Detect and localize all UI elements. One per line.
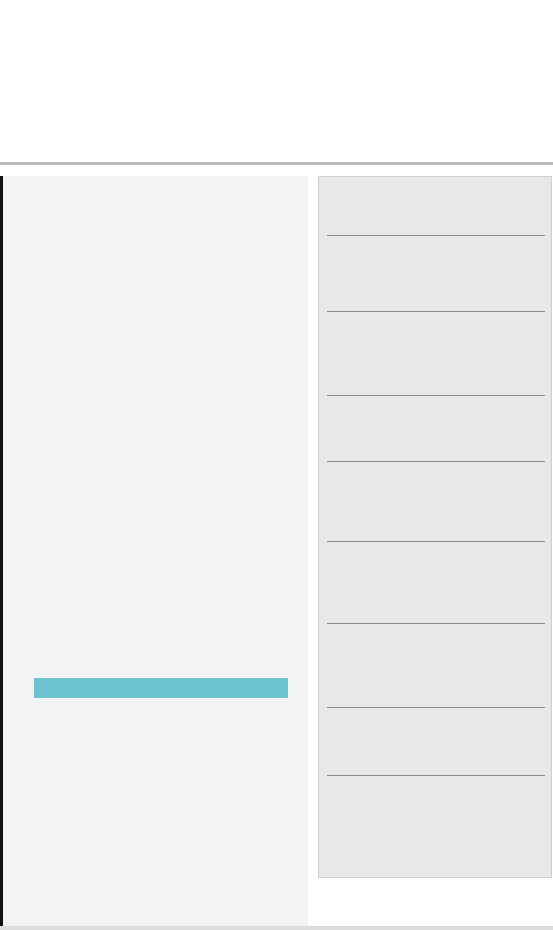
- divider: [327, 395, 545, 396]
- additional-info-section: [327, 712, 545, 715]
- significant-info-section: [327, 545, 545, 548]
- divider: [327, 311, 545, 312]
- table-header: [34, 678, 288, 698]
- significant-ratios-chart: [33, 196, 213, 408]
- reference-section: [327, 782, 545, 786]
- info-panel: [318, 176, 552, 878]
- age-field: [322, 96, 334, 115]
- divider: [327, 461, 545, 462]
- ratios-section: [327, 469, 545, 472]
- toxic-ratios-chart: [33, 434, 295, 644]
- divider: [327, 623, 545, 624]
- header-divider: [0, 162, 553, 165]
- divider: [327, 235, 545, 236]
- divider: [327, 541, 545, 542]
- divider: [327, 707, 545, 708]
- subheader: [34, 698, 288, 710]
- additional-elements-section: [327, 401, 545, 404]
- bottom-edge: [0, 926, 553, 930]
- toxic-elements-section: [327, 317, 545, 320]
- divider: [327, 775, 545, 776]
- toxic-info-section: [327, 628, 545, 631]
- nutritional-section: [327, 241, 545, 244]
- additional-ratios-table: [34, 678, 288, 710]
- levels-section: [327, 183, 545, 186]
